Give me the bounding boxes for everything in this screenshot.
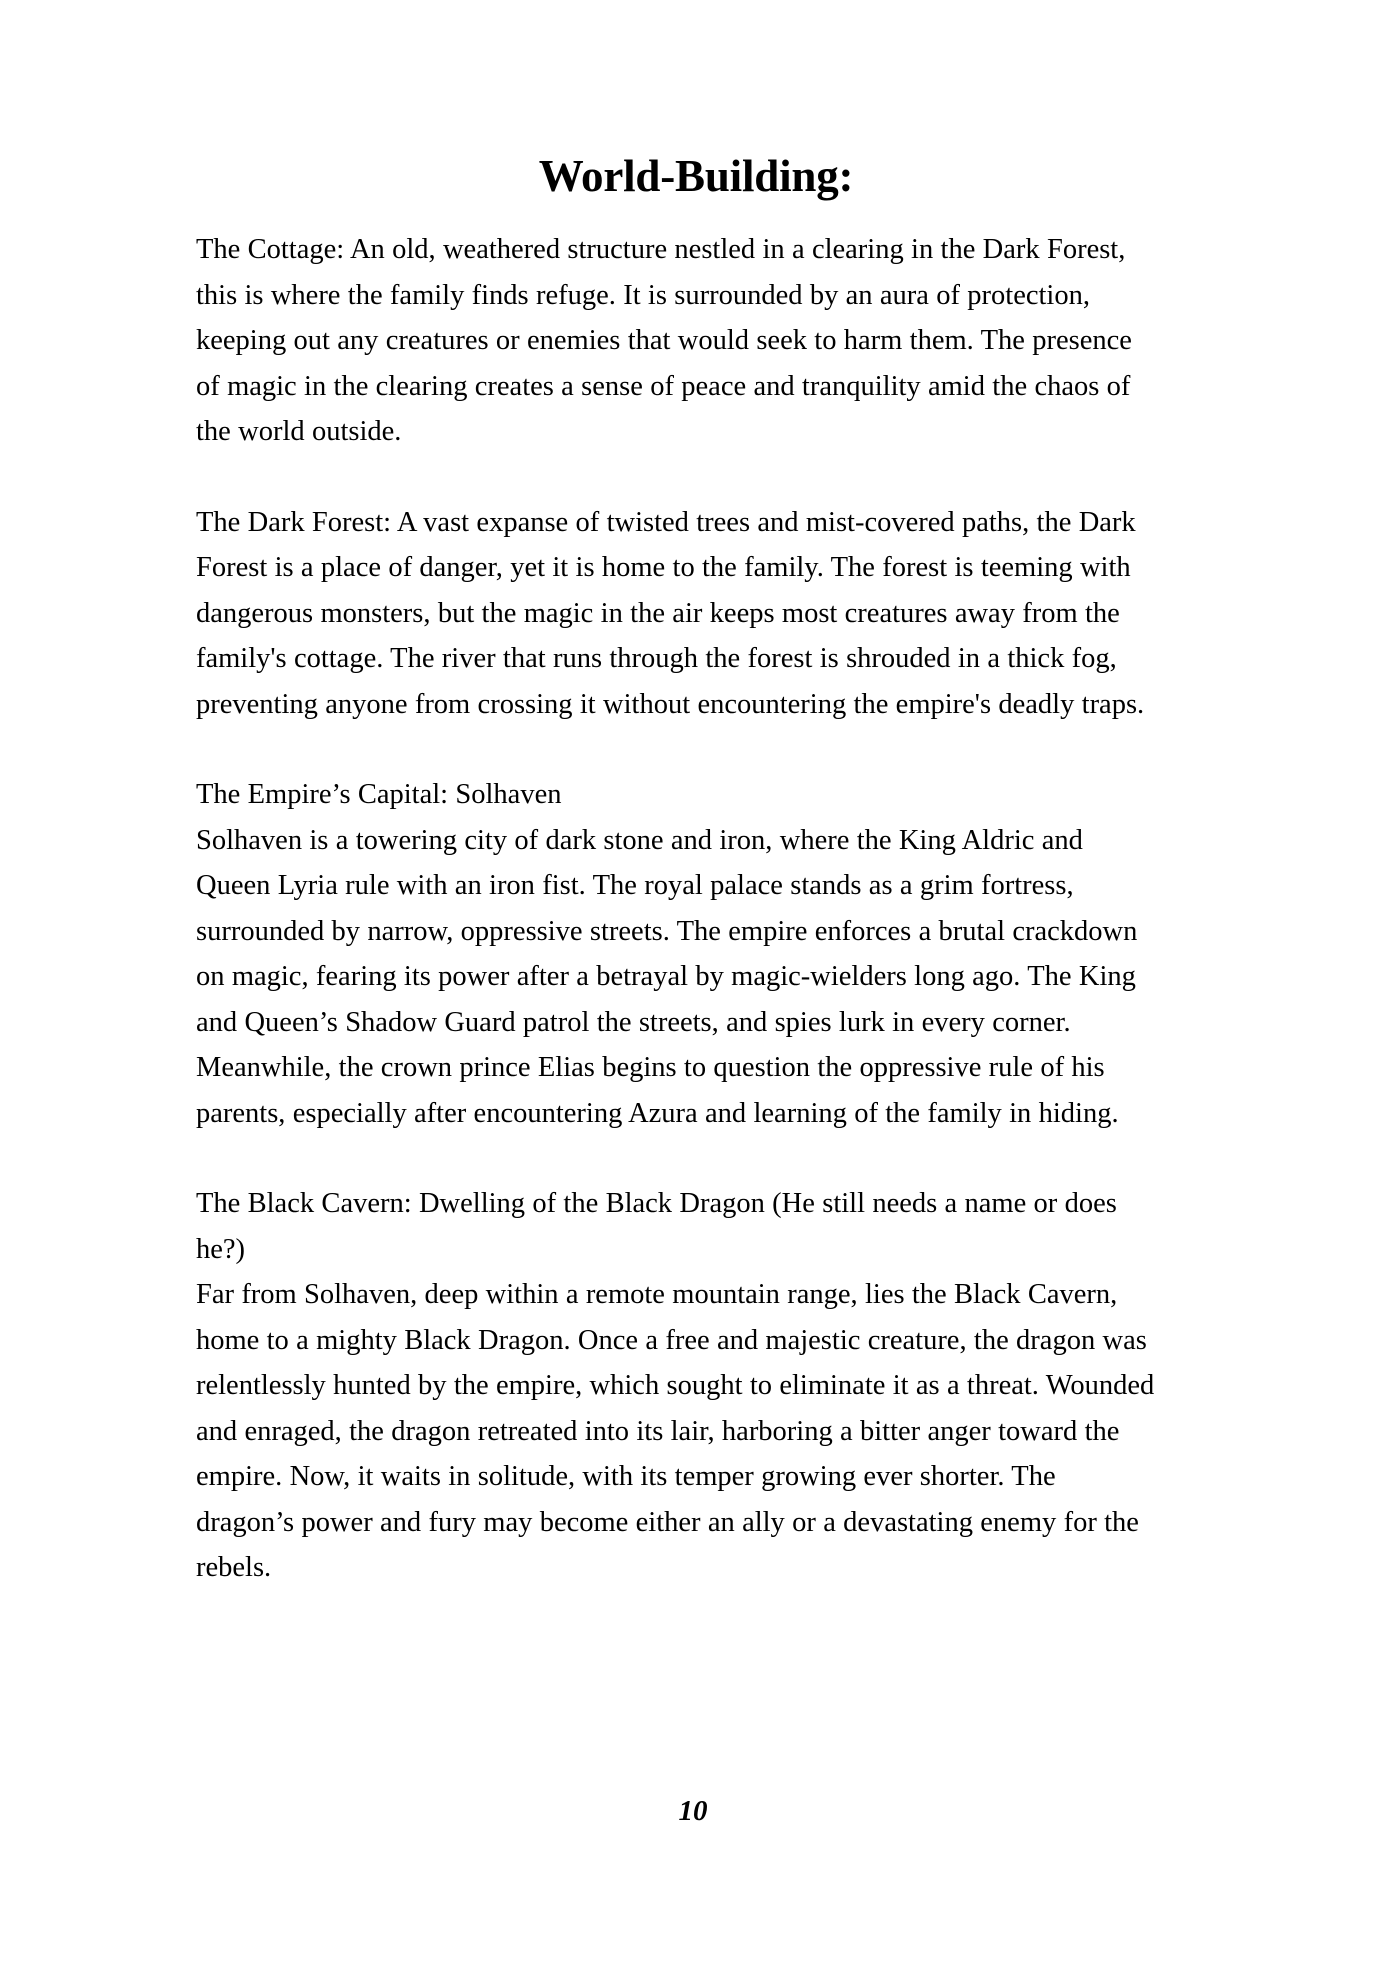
heading-empire-capital: The Empire’s Capital: Solhaven [196,779,562,811]
heading-black-cavern: The Black Cavern: Dwelling of the Black Dragon (He still needs a name or does he?) [196,1188,1117,1265]
paragraph-the-dark-forest: The Dark Forest: A vast expanse of twisted trees and mist-covered paths, the Dark Forest is a place of danger, yet it is home to the family. The forest is teeming with dangerous monsters, but the magic in the air keeps most creatures away from the family's cottage. The river that runs through the forest is shrouded in a thick fog, preventing anyone from crossing it without encountering the empire's deadly traps. [196,506,1145,720]
paragraph-black-cavern: Far from Solhaven, deep within a remote mountain range, lies the Black Cavern, home to a mighty Black Dragon. Once a free and majestic creature, the dragon was relentlessly hunted by the empire, which sought to eliminate it as a threat. Wounded and enraged, the dragon retreated into its lair, harboring a bitter anger toward the empire. Now, it waits in solitude, with its temper growing ever shorter. The dragon’s power and fury may become either an ally or a devastating enemy for the rebels. [196,1279,1155,1584]
page-content [196,150,1196,1591]
paragraph-empire-capital: Solhaven is a towering city of dark stone and iron, where the King Aldric and Queen Lyria rule with an iron fist. The royal palace stands as a grim fortress, surrounded by narrow, oppressive streets. The empire enforces a brutal crackdown on magic, fearing its power after a betrayal by magic-wielders long ago. The King and Queen’s Shadow Guard patrol the streets, and spies lurk in every corner. Meanwhile, the crown prince Elias begins to question the oppressive rule of his parents, especially after encountering Azura and learning of the family in hiding. [196,824,1138,1129]
page-number: 10 [678,1795,708,1827]
paragraph-the-cottage: The Cottage: An old, weathered structure nestled in a clearing in the Dark Forest, this is where the family finds refuge. It is surrounded by an aura of protection, keeping out any creatures or enemies that would seek to harm them. The presence of magic in the clearing creates a sense of peace and tranquility amid the chaos of the world outside. [196,234,1132,448]
page-title: World-Building: [538,151,854,201]
